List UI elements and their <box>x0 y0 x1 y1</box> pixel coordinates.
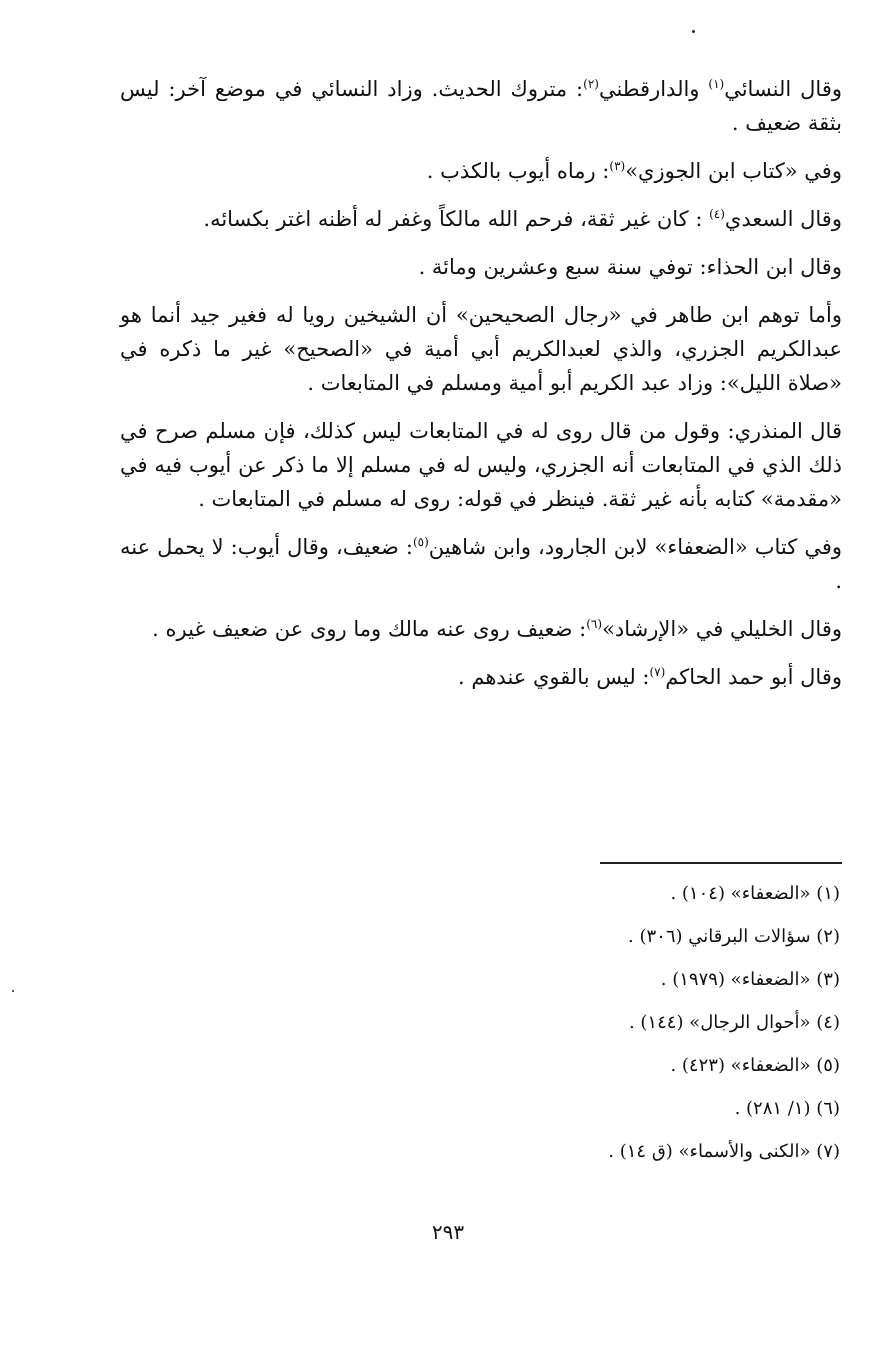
footnote: (٧) «الكنى والأسماء» (ق ١٤) . <box>608 1141 840 1162</box>
text-run: : ضعيف روى عنه مالك وما روى عن ضعيف غيره . <box>152 617 587 641</box>
text-run: والدارقطني <box>598 77 709 101</box>
paragraph <box>120 530 842 598</box>
text-run: وأما توهم ابن طاهر في «رجال الصحيحين» أن الشيخين رويا له فغير جيد أنما هو عبدالكريم الجزري، والذي لعبدالكريم أبي أمية في «الصحيح» غير ما ذكره في «صلاة الليل»: وزاد عبد الكريم أبو أمية ومسلم في المتابعات . <box>120 303 842 395</box>
footnote-ref: (٦) <box>586 617 603 631</box>
scan-speck <box>12 990 14 992</box>
text-run: وفي كتاب «الضعفاء» لابن الجارود، وابن شاهين <box>428 535 842 559</box>
text-run: وقال النسائي <box>724 77 843 101</box>
main-text <box>120 72 842 708</box>
paragraph <box>120 612 842 646</box>
footnote: (١) «الضعفاء» (١٠٤) . <box>670 883 840 904</box>
footnote: (٤) «أحوال الرجال» (١٤٤) . <box>628 1012 840 1033</box>
text-run: وفي «كتاب ابن الجوزي» <box>625 159 842 183</box>
text-run: : ضعيف، وقال أيوب: لا يحمل عنه . <box>120 535 842 593</box>
paragraph <box>120 154 842 188</box>
footnote: (٢) سؤالات البرقاني (٣٠٦) . <box>628 926 840 947</box>
text-run: : ليس بالقوي عندهم . <box>458 665 650 689</box>
text-run: وقال الخليلي في «الإرشاد» <box>602 617 842 641</box>
footnote: (٦) (١/ ٢٨١) . <box>734 1098 840 1119</box>
text-run: قال المنذري: وقول من قال روى له في المتابعات ليس كذلك، فإن مسلم صرح في ذلك الذي في المتابعات أنه الجزري، وليس له في مسلم إلا ما ذكر عن أيوب فيه في «مقدمة» كتابه بأنه غير ثقة. فينظر في قوله: روى له مسلم في المتابعات . <box>120 419 842 511</box>
text-run: : متروك الحديث. وزاد النسائي في موضع آخر: ليس بثقة ضعيف . <box>120 77 842 135</box>
text-run: : كان غير ثقة، فرحم الله مالكاً وغفر له أظنه اغتر بكسائه. <box>203 207 710 231</box>
paragraph <box>120 202 842 236</box>
paragraph <box>120 660 842 694</box>
footnote-ref: (٤) <box>709 207 725 221</box>
footnote-ref: (٧) <box>649 665 666 679</box>
text-run: وقال السعدي <box>724 207 842 231</box>
footnote-ref: (٣) <box>609 159 626 173</box>
paragraph <box>120 298 842 400</box>
text-run: : رماه أيوب بالكذب . <box>426 159 610 183</box>
scan-speck <box>692 30 695 33</box>
footnote: (٣) «الضعفاء» (١٩٧٩) . <box>660 969 840 990</box>
paragraph <box>120 250 842 284</box>
text-run: وقال ابن الحذاء: توفي سنة سبع وعشرين ومائة . <box>418 255 842 279</box>
footnote-separator <box>600 862 842 864</box>
footnote: (٥) «الضعفاء» (٤٢٣) . <box>670 1055 840 1076</box>
page-number: ٢٩٣ <box>431 1220 465 1244</box>
paragraph <box>120 72 842 140</box>
paragraph <box>120 414 842 516</box>
text-run: وقال أبو حمد الحاكم <box>665 665 842 689</box>
footnote-ref: (١) <box>708 77 725 91</box>
footnotes <box>300 872 840 1173</box>
footnote-ref: (٥) <box>412 535 429 549</box>
footnote-ref: (٢) <box>583 77 599 91</box>
